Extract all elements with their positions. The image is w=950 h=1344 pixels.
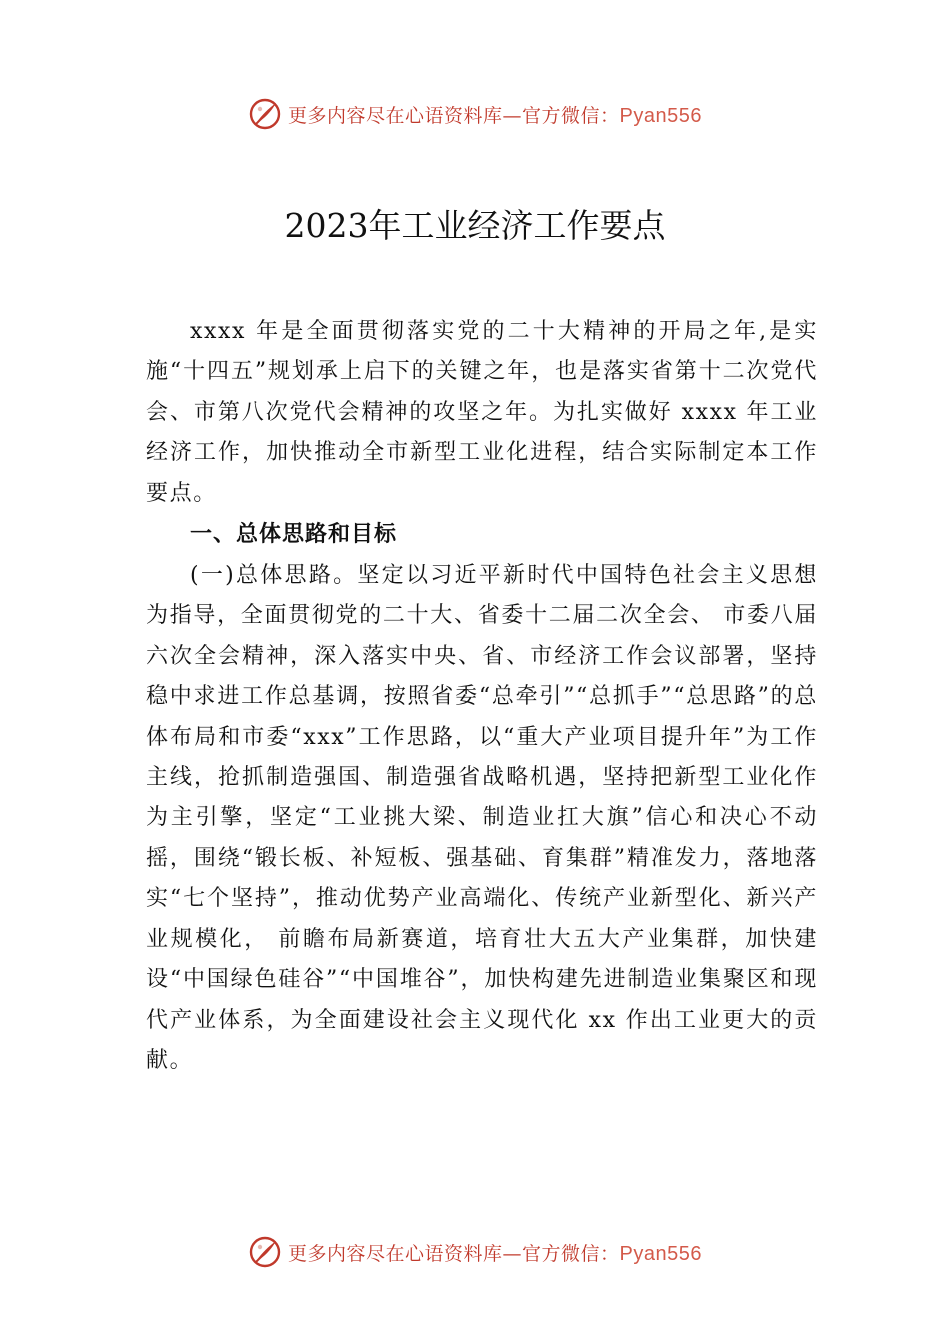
wechat-label: 官方微信：: [522, 104, 620, 127]
document-title: 2023年工业经济工作要点: [284, 206, 666, 245]
header-banner: [0, 94, 950, 134]
banner-text: 更多内容尽在心语资料库—官方微信：Pyan556: [288, 104, 702, 127]
body-paragraph: (一)总体思路。坚定以习近平新时代中国特色社会主义思想为指导，全面贯彻党的二十大、省委十二届二次全会、 市委八届六次全会精神，深入落实中央、省、市经济工作会议部署，坚持稳中求进工作总基调，按照省委“总牵引”“总抓手”“总思路”的总体布局和市委“xxx”工作思路，以“重大产业项目提升年”为工作主线，抢抓制造强国、制造强省战略机遇，坚持把新型工业化作为主引擎，坚定“工业挑大梁、制造业扛大旗”信心和决心不动摇，围绕“锻长板、补短板、强基础、育集群”精准发力，落地落实“七个坚持”，推动优势产业高端化、传统产业新型化、新兴产业规模化， 前瞻布局新赛道，培育壮大五大产业集群，加快建设“中国绿色硅谷”“中国堆谷”，加快构建先进制造业集聚区和现代产业体系，为全面建设社会主义现代化 xx 作出工业更大的贡献。: [146, 563, 818, 1073]
wechat-label: 官方微信：: [522, 1242, 620, 1265]
section-heading: 一、总体思路和目标: [190, 522, 398, 548]
wechat-id: Pyan556: [619, 104, 702, 127]
footer-banner: [0, 1232, 950, 1272]
intro-paragraph: xxxx 年是全面贯彻落实党的二十大精神的开局之年,是实施“十四五”规划承上启下的关键之年，也是落实省第十二次党代会、市第八次党代会精神的攻坚之年。为扎实做好 xxxx 年工业经济工作，加快推动全市新型工业化进程，结合实际制定本工作要点。: [146, 319, 818, 506]
document-body: [146, 312, 818, 1081]
wechat-id: Pyan556: [619, 1242, 702, 1265]
banner-text: 更多内容尽在心语资料库—官方微信：Pyan556: [288, 1242, 702, 1265]
quill-logo-icon: [248, 97, 282, 131]
quill-logo-icon: [248, 1235, 282, 1269]
